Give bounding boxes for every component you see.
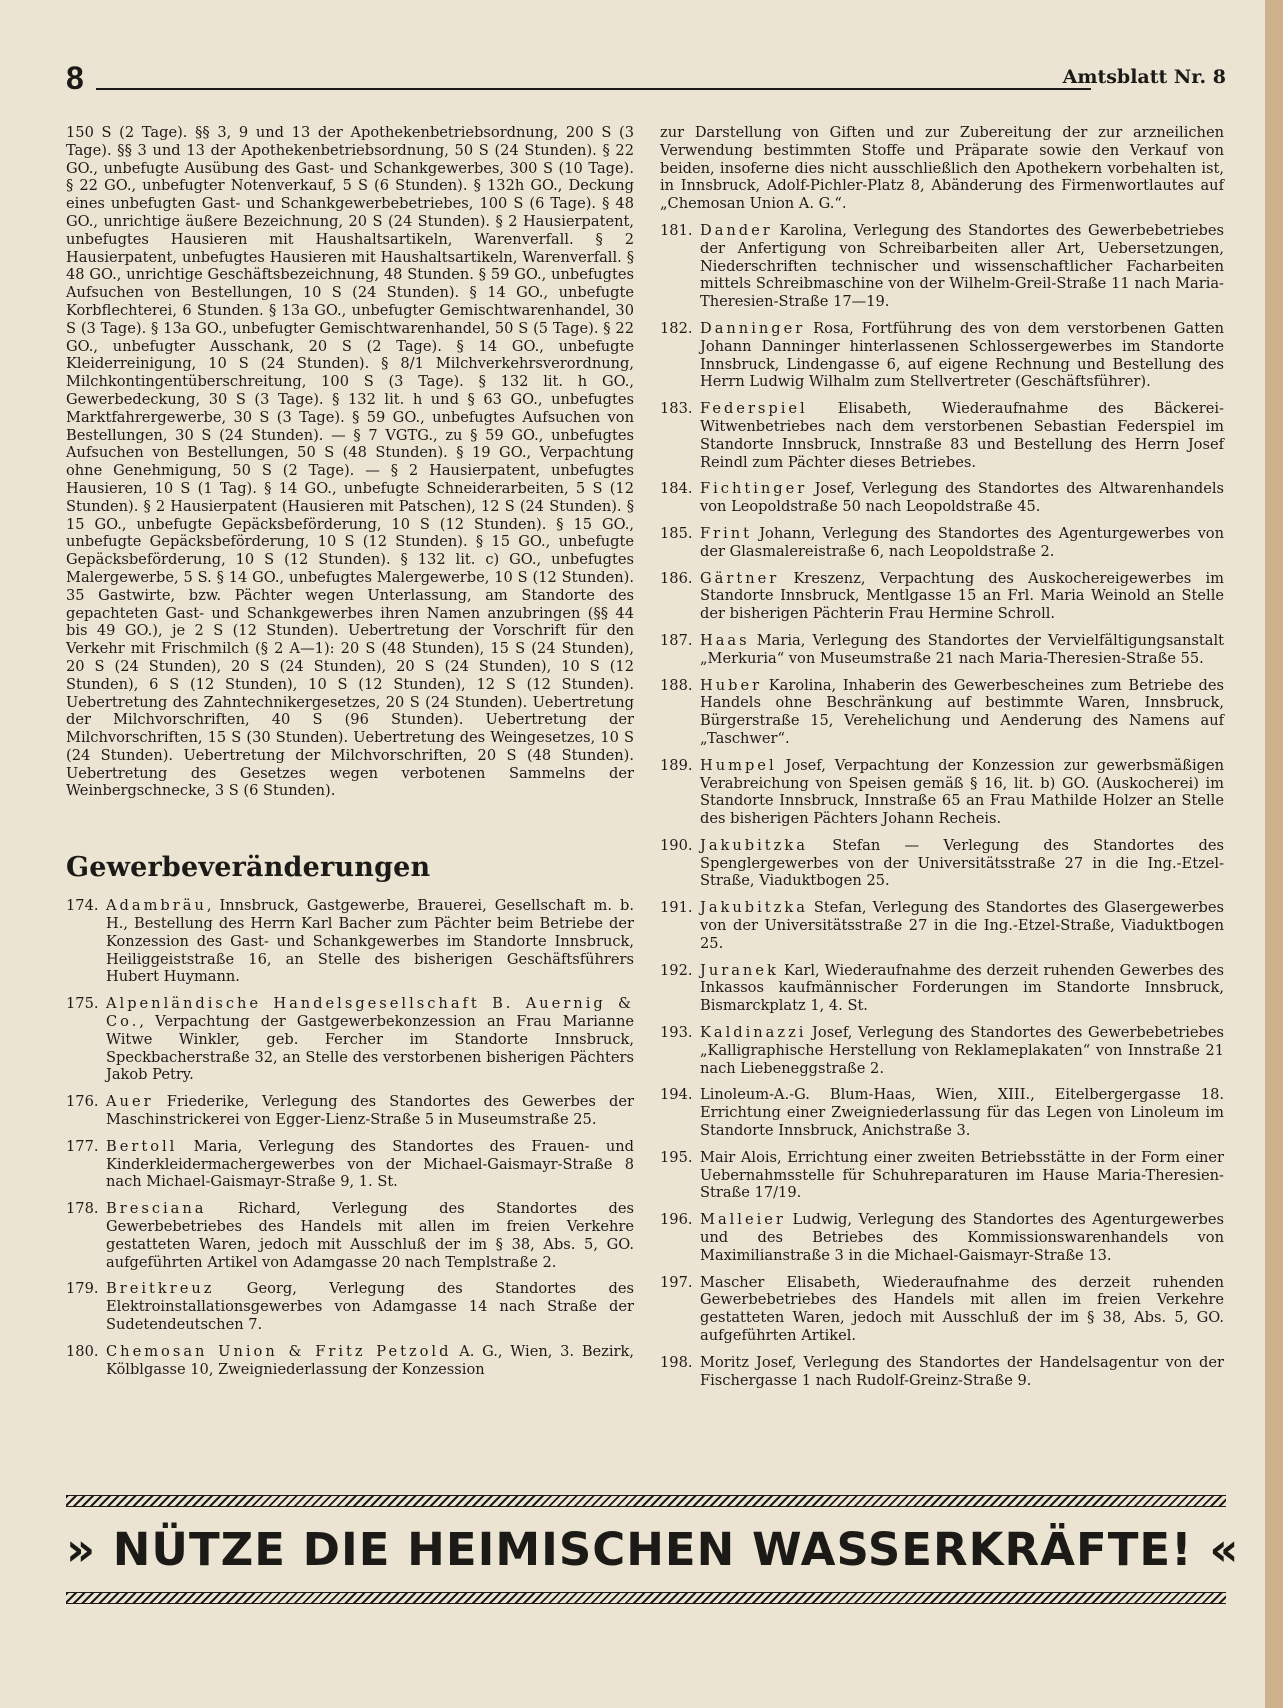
entry-number: 176. bbox=[66, 1093, 99, 1111]
entry-name: Huber bbox=[700, 676, 763, 694]
entry-item bbox=[660, 570, 1224, 623]
left-entry-list bbox=[66, 897, 634, 1378]
entry-body: Kreszenz, Verpachtung des Auskochereigewerbes im Standorte Innsbruck, Mentlgasse 15 an Frl. Maria Weinold an Stelle der bisherigen Pächterin Frau Hermine Schroll. bbox=[700, 569, 1224, 623]
entry-name: Humpel bbox=[700, 756, 777, 774]
page-header bbox=[66, 60, 1226, 100]
entry-name: Gärtner bbox=[700, 569, 780, 587]
entry-body: Mascher Elisabeth, Wiederaufnahme des derzeit ruhenden Gewerbebetriebes des Handels mit allen im freien Verkehre gestatteten Waren, jedoch mit Ausschluß der im § 38, Abs. 5, GO. aufgeführten Artikel. bbox=[700, 1273, 1224, 1345]
entry-number: 183. bbox=[660, 400, 693, 418]
penalty-list-paragraph: 150 S (2 Tage). §§ 3, 9 und 13 der Apothekenbetriebsordnung, 200 S (3 Tage). §§ 3 und 13 der Apothekenbetriebsordnung, 50 S (24 Stunden). § 22 GO., unbefugte Ausübung des Gast- und Schankgewerbes, 300 S (10 Tage). § 22 GO., unbefugter Notenverkauf, 5 S (6 Stunden). § 132h GO., Deckung eines unbefugten Gast- und Schankgewerbebetriebes, 100 S (6 Tage). § 48 GO., unrichtige äußere Bezeichnung, 20 S (24 Stunden). § 2 Hausierpatent, unbefugtes Hausieren mit Haushaltsartikeln, Warenverfall. § 2 Hausierpatent, unbefugtes Hausieren mit Haushaltsartikeln, Warenverfall. § 48 GO., unrichtige Geschäftsbezeichnung, 48 Stunden. § 59 GO., unbefugtes Aufsuchen von Bestellungen, 10 S (24 Stunden). § 14 GO., unbefugte Korbflechterei, 6 Stunden. § 13a GO., unbefugter Gemischtwarenhandel, 30 S (3 Tage). § 13a GO., unbefugter Gemischtwarenhandel, 50 S (5 Tage). § 22 GO., unbefugter Ausschank, 20 S (2 Tage). § 14 GO., unbefugte Kleiderreinigung, 10 S (24 Stunden). § 8/1 Milchverkehrsverordnung, Milchkontingentüberschreitung, 100 S (3 Tage). § 132 lit. h GO., Gewerbedeckung, 30 S (3 Tage). § 132 lit. h und § 63 GO., unbefugtes Marktfahrergewerbe, 30 S (3 Tage). § 59 GO., unbefugtes Aufsuchen von Bestellungen, 30 S (24 Stunden). — § 7 VGTG., zu § 59 GO., unbefugtes Aufsuchen von Bestellungen, 50 S (48 Stunden). § 19 GO., Verpachtung ohne Genehmigung, 50 S (2 Tage). — § 2 Hausierpatent, unbefugtes Hausieren, 10 S (1 Tag). § 14 GO., unbefugte Schneiderarbeiten, 5 S (12 Stunden). § 2 Hausierpatent (Hausieren mit Patschen), 12 S (24 Stunden). § 15 GO., unbefugte Gepäcksbeförderung, 10 S (12 Stunden). § 15 GO., unbefugte Gepäcksbeförderung, 10 S (12 Stunden). § 15 GO., unbefugte Gepäcksbeförderung, 10 S (12 Stunden). § 132 lit. c) GO., unbefugtes Malergewerbe, 5 S. § 14 GO., unbefugtes Malergewerbe, 10 S (12 Stunden). 35 Gastwirte, bzw. Pächter wegen Unterlassung, am Standorte des gepachteten Gast- und Schankgewerbes ihren Namen anzubringen (§§ 44 bis 49 GO.), je 2 S (12 Stunden). Uebertretung der Vorschrift für den Verkehr mit Frischmilch (§ 2 A—1): 20 S (48 Stunden), 15 S (24 Stunden), 20 S (24 Stunden), 20 S (24 Stunden), 20 S (24 Stunden), 10 S (12 Stunden), 6 S (12 Stunden), 10 S (12 Stunden), 12 S (12 Stunden). Uebertretung des Zahntechnikergesetzes, 20 S (24 Stunden). Uebertretung der Milchvorschriften, 40 S (96 Stunden). Uebertretung der Milchvorschriften, 15 S (30 Stunden). Uebertretung des Weingesetzes, 10 S (24 Stunden). Uebertretung der Milchvorschriften, 20 S (48 Stunden). Uebertretung des Gesetzes wegen verbotenen Sammelns der Weinbergschnecke, 3 S (6 Stunden). bbox=[66, 124, 634, 800]
entry-body: Karolina, Inhaberin des Gewerbescheines zum Betriebe des Handels ohne Beschränkung auf bestimmte Waren, Innsbruck, Bürgerstraße 15, Verehelichung und Aenderung des Namens auf „Taschwer“. bbox=[700, 676, 1224, 747]
entry-body: Friederike, Verlegung des Standortes des Gewerbes der Maschinstrickerei von Egger-Lienz-Straße 5 in Museumstraße 25. bbox=[106, 1093, 634, 1129]
entry-name: Alpenländische Handelsgesellschaft B. Auernig & Co. bbox=[106, 995, 634, 1031]
entry-text bbox=[106, 995, 634, 1084]
right-column bbox=[660, 124, 1224, 1398]
slogan-text: » NÜTZE DIE HEIMISCHEN WASSERKRÄFTE! « bbox=[66, 1523, 1240, 1576]
entry-number: 181. bbox=[660, 221, 693, 239]
entry-number: 196. bbox=[660, 1211, 693, 1229]
entry-name: Breitkreuz bbox=[106, 1280, 215, 1298]
entry-item bbox=[660, 320, 1224, 391]
entry-item bbox=[66, 1280, 634, 1333]
entry-body: Josef, Verpachtung der Konzession zur gewerbsmäßigen Verabreichung von Speisen gemäß § 16, lit. b) GO. (Auskocherei) im Standorte Innsbruck, Innstraße 65 an Frau Mathilde Holzer an Stelle des bisherigen Pächters Johann Recheis. bbox=[700, 756, 1224, 828]
entry-name: Danninger bbox=[700, 319, 806, 337]
entry-number: 179. bbox=[66, 1280, 99, 1298]
entry-number: 189. bbox=[660, 756, 693, 774]
entry-item bbox=[66, 1093, 634, 1129]
entry-text bbox=[106, 1343, 634, 1379]
entry-name: Auer bbox=[106, 1093, 154, 1111]
entry-number: 186. bbox=[660, 569, 693, 587]
banner-top-border bbox=[66, 1495, 1226, 1507]
entry-text bbox=[700, 837, 1224, 890]
entry-number: 177. bbox=[66, 1137, 99, 1155]
entry-text bbox=[700, 1211, 1224, 1264]
entry-body: Maria, Verlegung des Standortes des Frauen- und Kinderkleidermachergewerbes von der Michael-Gaismayr-Straße 8 nach Michael-Gaismayr-Straße 9, 1. St. bbox=[106, 1137, 634, 1191]
entry-item bbox=[660, 480, 1224, 516]
entry-item bbox=[660, 1086, 1224, 1139]
entry-body: Karolina, Verlegung des Standortes des Gewerbebetriebes der Anfertigung von Schreibarbeiten aller Art, Uebersetzungen, Niederschriften technischer und wissenschaftlicher Facharbeiten mittels Schreibmaschine von der Wilhelm-Greil-Straße 11 nach Maria-Theresien-Straße 17—19. bbox=[700, 221, 1224, 311]
entry-text bbox=[700, 1024, 1224, 1077]
entry-item bbox=[660, 525, 1224, 561]
entry-body: Georg, Verlegung des Standortes des Elektroinstallationsgewerbes von Adamgasse 14 nach Straße der Sudetendeutschen 7. bbox=[106, 1280, 634, 1334]
entry-number: 185. bbox=[660, 524, 693, 542]
entry-text bbox=[106, 1280, 634, 1333]
right-entry-list bbox=[660, 222, 1224, 1389]
entry-name: Chemosan Union & Fritz Petzold bbox=[106, 1342, 452, 1360]
entry-text bbox=[700, 400, 1224, 471]
entry-body: Josef, Verlegung des Standortes des Gewerbebetriebes „Kalligraphische Herstellung von Reklameplakaten“ von Innstraße 21 nach Liebeneggstraße 2. bbox=[700, 1024, 1224, 1077]
entry-text bbox=[700, 222, 1224, 311]
entry-body: Linoleum-A.-G. Blum-Haas, Wien, XIII., Eitelbergergasse 18. Errichtung einer Zweigniederlassung für das Legen von Linoleum im Standorte Innsbruck, Anichstraße 3. bbox=[700, 1086, 1224, 1140]
entry-body: Rosa, Fortführung des von dem verstorbenen Gatten Johann Danninger hinterlassenen Schlossergewerbes im Standorte Innsbruck, Lindengasse 6, auf eigene Rechnung und Bestellung des Herrn Ludwig Wilhalm zum Stellvertreter (Geschäftsführer). bbox=[700, 319, 1224, 391]
entry-text bbox=[700, 320, 1224, 391]
entry-item bbox=[660, 1149, 1224, 1202]
entry-item bbox=[66, 1200, 634, 1271]
entry-body: , Innsbruck, Gastgewerbe, Brauerei, Gesellschaft m. b. H., Bestellung des Herrn Karl Bacher zum Pächter beim Betriebe der Konzession des Gast- und Schankgewerbes im Standorte Innsbruck, Heiliggeiststraße 16, an Stelle des bisherigen Geschäftsführers Hubert Huymann. bbox=[106, 897, 634, 986]
slogan-banner bbox=[66, 1495, 1240, 1613]
entry-item bbox=[660, 757, 1224, 828]
entry-number: 197. bbox=[660, 1273, 693, 1291]
entry-text bbox=[106, 1093, 634, 1129]
entry-name: Dander bbox=[700, 221, 773, 239]
entry-text bbox=[700, 1149, 1224, 1202]
entry-text bbox=[106, 897, 634, 986]
entry-item bbox=[66, 1138, 634, 1191]
entry-item bbox=[660, 837, 1224, 890]
entry-text bbox=[700, 1354, 1224, 1390]
entry-name: Jakubitzka bbox=[700, 899, 808, 917]
entry-text bbox=[700, 962, 1224, 1015]
entry-item bbox=[660, 632, 1224, 668]
entry-name: Haas bbox=[700, 631, 750, 649]
entry-name: Fichtinger bbox=[700, 480, 808, 498]
entry-body: Elisabeth, Wiederaufnahme des Bäckerei-Witwenbetriebes nach dem verstorbenen Sebastian Federspiel im Standorte Innsbruck, Innstraße 83 und Bestellung des Herrn Josef Reindl zum Pächter dieses Betriebes. bbox=[700, 400, 1224, 471]
entry-body: Maria, Verlegung des Standortes der Vervielfältigungsanstalt „Merkuria“ von Museumstraße 21 nach Maria-Theresien-Straße 55. bbox=[700, 631, 1224, 667]
banner-bottom-border bbox=[66, 1592, 1226, 1604]
publication-title: Amtsblatt Nr. 8 bbox=[1062, 66, 1226, 88]
entry-text bbox=[700, 480, 1224, 516]
entry-item bbox=[660, 1024, 1224, 1077]
entry-item bbox=[660, 899, 1224, 952]
section-title: Gewerbeveränderungen bbox=[66, 852, 431, 884]
entry-body: Mair Alois, Errichtung einer zweiten Betriebsstätte in der Form einer Uebernahmsstelle für Schuhreparaturen im Hause Maria-Theresien-Straße 17/19. bbox=[700, 1148, 1224, 1202]
entry-name: Kaldinazzi bbox=[700, 1024, 807, 1042]
entry-body: Stefan, Verlegung des Standortes des Glasergewerbes von der Universitätsstraße 27 in die Ing.-Etzel-Straße, Viaduktbogen 25. bbox=[700, 899, 1224, 952]
entry-body: A. G., Wien, 3. Bezirk, Kölblgasse 10, Zweigniederlassung der Konzession bbox=[106, 1342, 634, 1378]
entry-item bbox=[660, 962, 1224, 1015]
entry-text bbox=[106, 1200, 634, 1271]
entry-text bbox=[700, 757, 1224, 828]
entry-body: Josef, Verlegung des Standortes des Altwarenhandels von Leopoldstraße 50 nach Leopoldstraße 45. bbox=[700, 480, 1224, 516]
entry-name: Bresciana bbox=[106, 1200, 207, 1218]
entry-name: Federspiel bbox=[700, 400, 808, 418]
entry-number: 178. bbox=[66, 1200, 99, 1218]
entry-text bbox=[700, 1086, 1224, 1139]
entry-name: Malleier bbox=[700, 1211, 786, 1229]
entry-number: 180. bbox=[66, 1342, 99, 1360]
entry-body: Moritz Josef, Verlegung des Standortes der Handelsagentur von der Fischergasse 1 nach Rudolf-Greinz-Straße 9. bbox=[700, 1353, 1224, 1389]
entry-name: Juranek bbox=[700, 961, 779, 979]
left-column bbox=[66, 124, 634, 1387]
entry-number: 175. bbox=[66, 995, 99, 1013]
entry-body: Richard, Verlegung des Standortes des Gewerbebetriebes des Handels mit allen im freien Verkehre gestatteten Waren, jedoch mit Ausschluß der im § 38, Abs. 5, GO. aufgeführten Artikel von Adamgasse 20 nach Templstraße 2. bbox=[106, 1200, 634, 1271]
entry-number: 182. bbox=[660, 319, 693, 337]
entry-name: Frint bbox=[700, 524, 753, 542]
entry-number: 188. bbox=[660, 676, 693, 694]
entry-item bbox=[660, 1354, 1224, 1390]
entry-text bbox=[700, 1274, 1224, 1345]
entry-text bbox=[700, 632, 1224, 668]
entry-text bbox=[700, 899, 1224, 952]
entry-text bbox=[700, 570, 1224, 623]
entry-item bbox=[66, 1343, 634, 1379]
header-rule bbox=[96, 88, 1091, 90]
entry-number: 184. bbox=[660, 480, 693, 498]
entry-item bbox=[66, 995, 634, 1084]
entry-number: 190. bbox=[660, 836, 693, 854]
entry-body: Ludwig, Verlegung des Standortes des Agenturgewerbes und des Betriebes des Kommissionswarenhandels von Maximilianstraße 3 in die Michael-Gaismayr-Straße 13. bbox=[700, 1211, 1224, 1264]
entry-number: 193. bbox=[660, 1024, 693, 1042]
entry-number: 191. bbox=[660, 899, 693, 917]
entry-item bbox=[660, 677, 1224, 748]
entry-number: 192. bbox=[660, 961, 693, 979]
entry-text bbox=[700, 525, 1224, 561]
entry-item bbox=[66, 897, 634, 986]
entry-text bbox=[106, 1138, 634, 1191]
entry-number: 194. bbox=[660, 1086, 693, 1104]
entry-body: Karl, Wiederaufnahme des derzeit ruhenden Gewerbes des Inkassos kaufmännischer Forderungen im Standorte Innsbruck, Bismarckplatz 1, 4. St. bbox=[700, 961, 1224, 1015]
page-number: 8 bbox=[66, 60, 84, 96]
entry-body: Stefan — Verlegung des Standortes des Spenglergewerbes von der Universitätsstraße 27 in die Ing.-Etzel-Straße, Viaduktbogen 25. bbox=[700, 836, 1224, 890]
entry-number: 174. bbox=[66, 897, 99, 915]
entry-item bbox=[660, 1274, 1224, 1345]
entry-name: Adambräu bbox=[106, 897, 207, 915]
entry-body: , Verpachtung der Gastgewerbekonzession an Frau Marianne Witwe Winkler, geb. Fercher im Standorte Innsbruck, Speckbacherstraße 32, an Stelle des verstorbenen bisherigen Pächters Jakob Petry. bbox=[106, 1013, 634, 1084]
entry-name: Jakubitzka bbox=[700, 836, 808, 854]
entry-number: 198. bbox=[660, 1353, 693, 1371]
entry-item bbox=[660, 222, 1224, 311]
entry-item bbox=[660, 1211, 1224, 1264]
continuation-paragraph: zur Darstellung von Giften und zur Zubereitung der zur arzneilichen Verwendung bestimmten Stoffe und Präparate sowie den Verkauf von beiden, insoferne dies nicht ausschließlich den Apothekern vorbehalten ist, in Innsbruck, Adolf-Pichler-Platz 8, Abänderung des Firmenwortlautes auf „Chemosan Union A. G.“. bbox=[660, 124, 1224, 213]
entry-name: Bertoll bbox=[106, 1137, 178, 1155]
entry-number: 195. bbox=[660, 1148, 693, 1166]
entry-item bbox=[660, 400, 1224, 471]
entry-body: Johann, Verlegung des Standortes des Agenturgewerbes von der Glasmalereistraße 6, nach Leopoldstraße 2. bbox=[700, 524, 1224, 560]
entry-text bbox=[700, 677, 1224, 748]
entry-number: 187. bbox=[660, 631, 693, 649]
